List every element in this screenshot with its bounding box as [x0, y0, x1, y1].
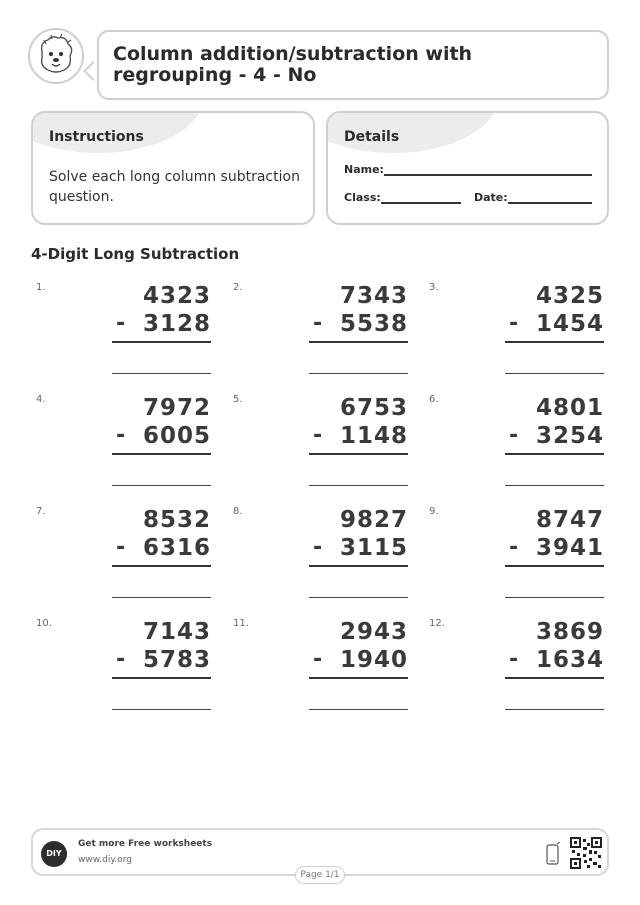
minuend: 7143 — [142, 619, 211, 645]
answer-line[interactable] — [505, 709, 604, 710]
operation-line — [309, 453, 408, 455]
problem-item — [424, 391, 614, 501]
date-field[interactable] — [508, 202, 592, 204]
minuend: 4325 — [535, 283, 604, 309]
operation-line — [309, 677, 408, 679]
diy-logo: DIY — [41, 841, 67, 867]
subtrahend: 3941 — [535, 535, 604, 561]
operation-line — [505, 453, 604, 455]
page-indicator: Page 1/1 — [295, 866, 345, 884]
problem-item — [31, 391, 221, 501]
answer-line[interactable] — [309, 709, 408, 710]
minus-sign: - — [116, 535, 126, 560]
minuend: 4801 — [535, 395, 604, 421]
instructions-heading: Instructions — [49, 129, 144, 145]
problem-item — [228, 391, 418, 501]
answer-line[interactable] — [112, 485, 211, 486]
footer-promo: Get more Free worksheets — [78, 839, 213, 849]
title-bubble — [97, 30, 609, 100]
problem-item — [228, 279, 418, 389]
answer-line[interactable] — [309, 597, 408, 598]
answer-line[interactable] — [505, 597, 604, 598]
operation-line — [112, 565, 211, 567]
problem-number: 6. — [429, 394, 439, 405]
section-title: 4-Digit Long Subtraction — [31, 245, 240, 263]
mascot-icon — [30, 30, 82, 82]
answer-line[interactable] — [309, 373, 408, 374]
problem-item — [228, 503, 418, 613]
problem-number: 9. — [429, 506, 439, 517]
minuend: 4323 — [142, 283, 211, 309]
problem-item — [31, 503, 221, 613]
problem-item — [424, 279, 614, 389]
operation-line — [505, 565, 604, 567]
subtrahend: 6005 — [142, 423, 211, 449]
minuend: 8532 — [142, 507, 211, 533]
minus-sign: - — [509, 423, 519, 448]
problem-number: 4. — [36, 394, 46, 405]
problem-number: 2. — [233, 282, 243, 293]
minuend: 7343 — [339, 283, 408, 309]
subtrahend: 1454 — [535, 311, 604, 337]
operation-line — [309, 341, 408, 343]
minuend: 8747 — [535, 507, 604, 533]
minuend: 2943 — [339, 619, 408, 645]
subtrahend: 5538 — [339, 311, 408, 337]
answer-line[interactable] — [112, 709, 211, 710]
problem-number: 12. — [429, 618, 445, 629]
problem-number: 3. — [429, 282, 439, 293]
subtrahend: 1148 — [339, 423, 408, 449]
problem-item — [31, 615, 221, 725]
minus-sign: - — [116, 423, 126, 448]
subtrahend: 5783 — [142, 647, 211, 673]
problem-item — [228, 615, 418, 725]
details-card — [326, 111, 609, 225]
operation-line — [112, 341, 211, 343]
problem-number: 7. — [36, 506, 46, 517]
operation-line — [112, 453, 211, 455]
problem-number: 8. — [233, 506, 243, 517]
minus-sign: - — [313, 423, 323, 448]
name-field[interactable] — [384, 174, 592, 176]
minus-sign: - — [509, 535, 519, 560]
class-field[interactable] — [381, 202, 461, 204]
minus-sign: - — [116, 311, 126, 336]
minus-sign: - — [313, 647, 323, 672]
answer-line[interactable] — [505, 485, 604, 486]
details-heading: Details — [344, 129, 400, 145]
page-title: Column addition/subtraction with regrouping - 4 - No — [113, 43, 473, 86]
minus-sign: - — [313, 535, 323, 560]
minus-sign: - — [116, 647, 126, 672]
problem-number: 1. — [36, 282, 46, 293]
subtrahend: 3115 — [339, 535, 408, 561]
minus-sign: - — [509, 647, 519, 672]
class-label: Class: — [344, 191, 381, 204]
subtrahend: 3254 — [535, 423, 604, 449]
instructions-card — [31, 111, 315, 225]
problem-item — [31, 279, 221, 389]
date-label: Date: — [474, 191, 508, 204]
operation-line — [309, 565, 408, 567]
problem-number: 10. — [36, 618, 52, 629]
problem-item — [424, 615, 614, 725]
name-label: Name: — [344, 163, 384, 176]
minuend: 9827 — [339, 507, 408, 533]
problem-number: 11. — [233, 618, 249, 629]
subtrahend: 1634 — [535, 647, 604, 673]
answer-line[interactable] — [309, 485, 408, 486]
minuend: 7972 — [142, 395, 211, 421]
footer-url[interactable]: www.diy.org — [78, 855, 132, 865]
qr-code-icon[interactable] — [570, 837, 602, 869]
operation-line — [112, 677, 211, 679]
minuend: 3869 — [535, 619, 604, 645]
operation-line — [505, 341, 604, 343]
mascot-avatar — [28, 28, 84, 84]
problem-number: 5. — [233, 394, 243, 405]
subtrahend: 6316 — [142, 535, 211, 561]
answer-line[interactable] — [505, 373, 604, 374]
operation-line — [505, 677, 604, 679]
phone-icon — [545, 842, 561, 866]
problem-item — [424, 503, 614, 613]
minuend: 6753 — [339, 395, 408, 421]
subtrahend: 1940 — [339, 647, 408, 673]
instructions-text: Solve each long column subtraction question. — [49, 169, 300, 205]
minus-sign: - — [313, 311, 323, 336]
minus-sign: - — [509, 311, 519, 336]
answer-line[interactable] — [112, 597, 211, 598]
subtrahend: 3128 — [142, 311, 211, 337]
answer-line[interactable] — [112, 373, 211, 374]
